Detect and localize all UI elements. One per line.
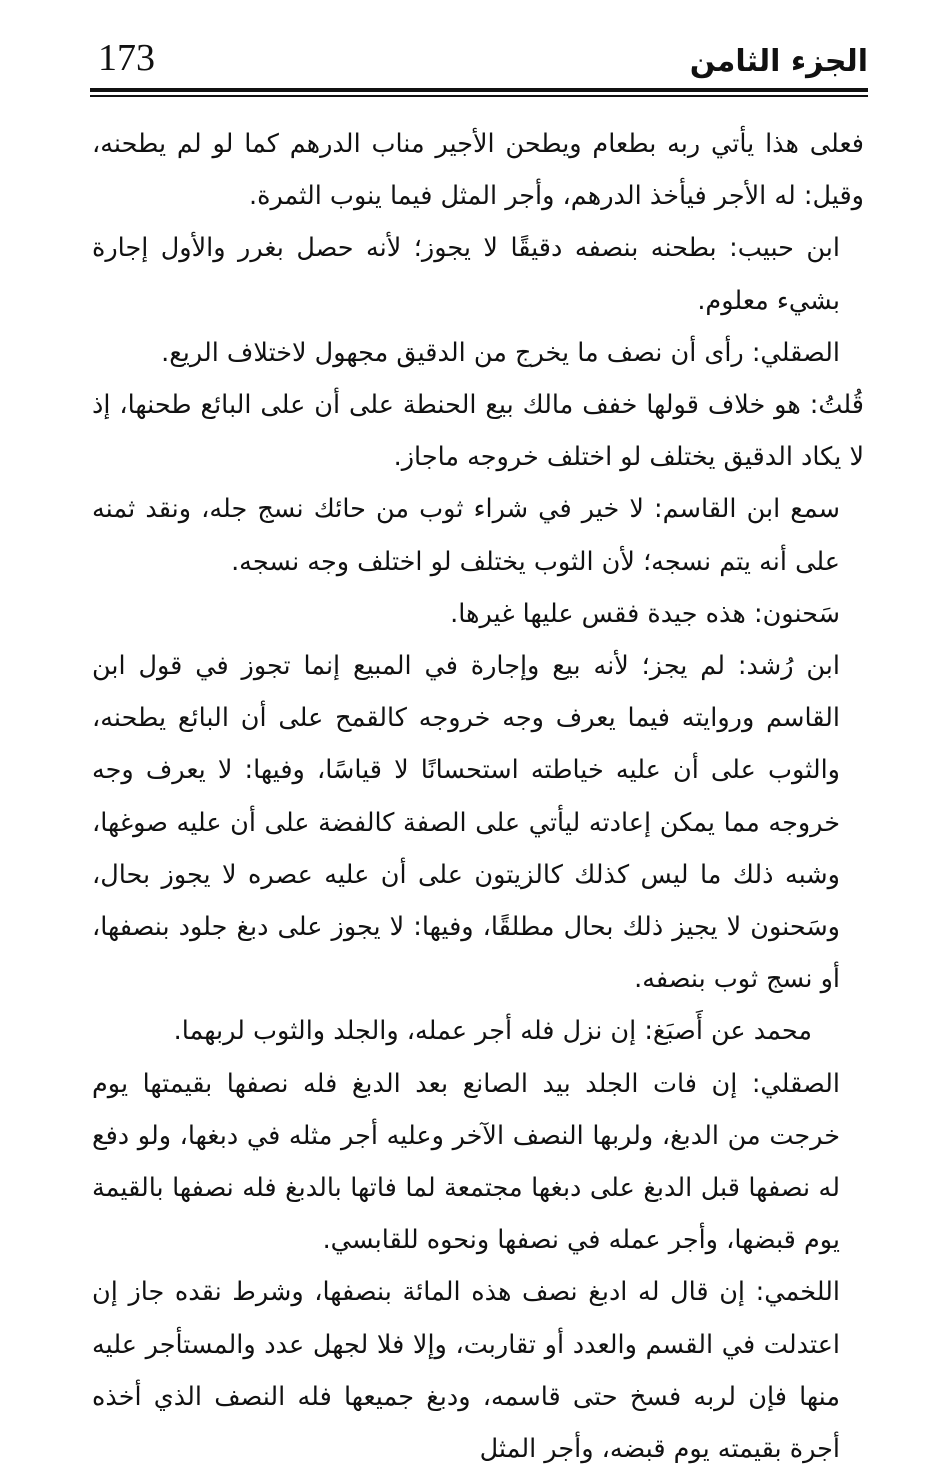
page-number: 173 [98,37,155,79]
part-title: الجزء الثامن [689,44,868,79]
paragraph: ابن رُشد: لم يجز؛ لأنه بيع وإجارة في المبيع إنما تجوز في قول ابن القاسم وروايته فيما يعرف وجه خروجه كالقمح على أن البائع يطحنه، والثوب على أن عليه خياطته استحسانًا لا قياسًا، وفيها: لا يعرف وجه خروجه مما يمكن إعادته ليأتي على الصفة كالفضة على أن عليه صوغها، وشبه ذلك ما ليس كذلك كالزيتون على أن عليه عصره لا يجوز بحال، وسَحنون لا يجيز ذلك بحال مطلقًا، وفيها: لا يجوز على دبغ جلود بنصفها، أو نسج ثوب بنصفه. [92,651,840,995]
paragraph: محمد عن أَصبَغ: إن نزل فله أجر عمله، والجلد والثوب لربهما. [173,1016,812,1047]
header-rule-thick [90,88,868,92]
paragraph: فعلى هذا يأتي ربه بطعام ويطحن الأجير مناب الدرهم كما لو لم يطحنه، وقيل: له الأجر فيأخذ الدرهم، وأجر المثل فيما ينوب الثمرة. [92,129,864,212]
body-text [92,118,864,1475]
paragraph: الصقلي: رأى أن نصف ما يخرج من الدقيق مجهول لاختلاف الريع. [161,337,840,368]
paragraph: ابن حبيب: بطحنه بنصفه دقيقًا لا يجوز؛ لأنه حصل بغرر والأول إجارة بشيء معلوم. [92,233,840,316]
paragraph: قُلتُ: هو خلاف قولها خفف مالك بيع الحنطة على أن على البائع طحنها، إذ لا يكاد الدقيق يختلف لو اختلف خروجه ماجاز. [92,390,864,473]
header-rule-thin [90,95,868,97]
paragraph: سَحنون: هذه جيدة فقس عليها غيرها. [450,598,840,629]
paragraph: الصقلي: إن فات الجلد بيد الصانع بعد الدبغ فله نصفها بقيمتها يوم خرجت من الدبغ، ولربها النصف الآخر وعليه أجر مثله في دبغها، ولو دفع له نصفها قبل الدبغ على دبغها مجتمعة لما فاتها بالدبغ فله نصفها بالقيمة يوم قبضها، وأجر عمله في نصفها ونحوه للقابسي. [92,1068,840,1256]
paragraph: سمع ابن القاسم: لا خير في شراء ثوب من حائك نسج جله، ونقد ثمنه على أنه يتم نسجه؛ لأن الثوب يختلف لو اختلف وجه نسجه. [92,494,840,577]
paragraph: اللخمي: إن قال له ادبغ نصف هذه المائة بنصفها، وشرط نقده جاز إن اعتدلت في القسم والعدد أو تقاربت، وإلا فلا لجهل عدد والمستأجر عليه منها فإن لربه فسخ حتى قاسمه، ودبغ جميعها فله النصف الذي أخذه أجرة بقيمته يوم قبضه، وأجر المثل [92,1277,840,1465]
